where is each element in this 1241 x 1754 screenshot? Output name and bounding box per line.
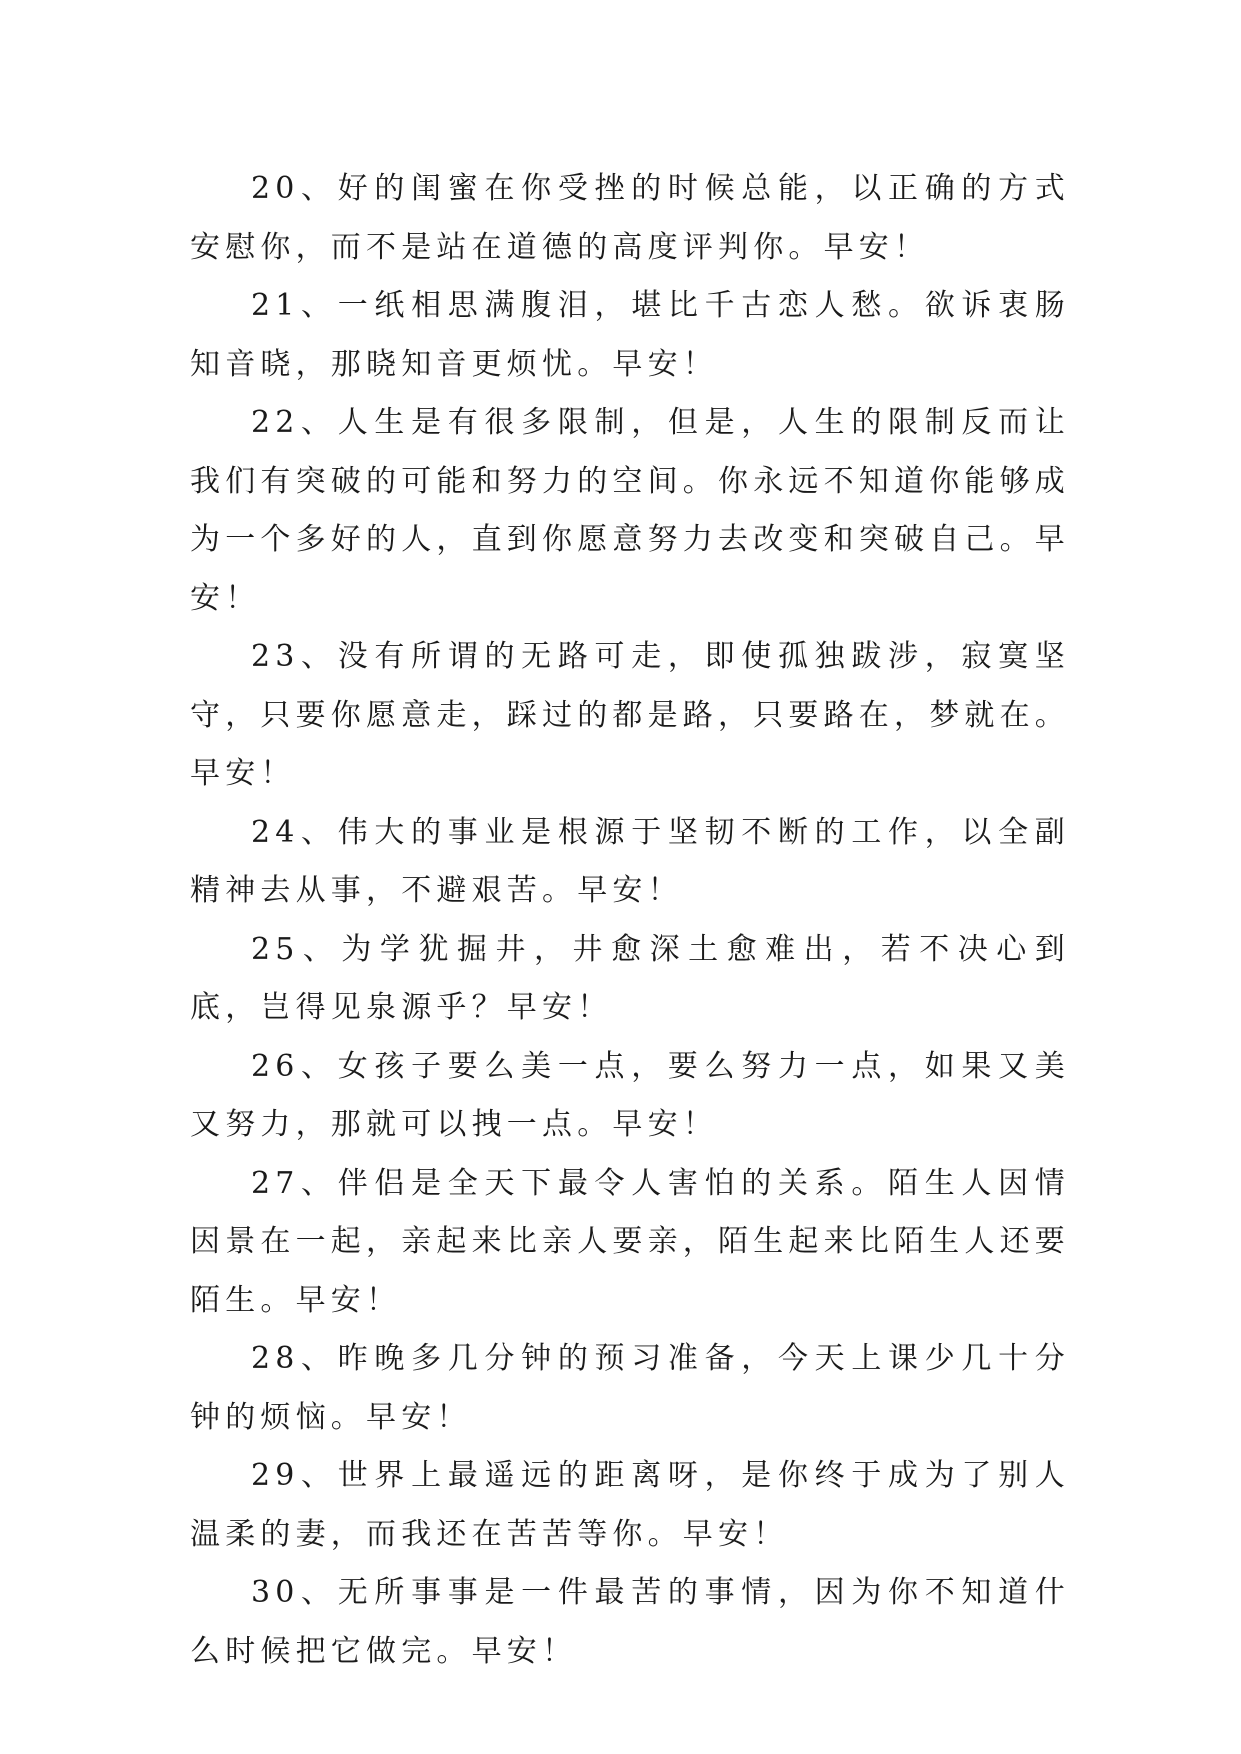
paragraph: 24、伟大的事业是根源于坚韧不断的工作，以全副精神去从事，不避艰苦。早安！ bbox=[190, 814, 1070, 908]
paragraph: 28、昨晚多几分钟的预习准备，今天上课少几十分钟的烦恼。早安！ bbox=[190, 1341, 1070, 1435]
paragraph: 25、为学犹掘井，井愈深土愈难出，若不决心到底，岂得见泉源乎？早安！ bbox=[190, 931, 1070, 1025]
paragraph: 20、好的闺蜜在你受挫的时候总能，以正确的方式安慰你，而不是站在道德的高度评判你。早安！ bbox=[190, 171, 1070, 265]
paragraph: 27、伴侣是全天下最令人害怕的关系。陌生人因情因景在一起，亲起来比亲人要亲，陌生起来比陌生人还要陌生。早安！ bbox=[190, 1165, 1070, 1318]
paragraph: 21、一纸相思满腹泪，堪比千古恋人愁。欲诉衷肠知音晓，那晓知音更烦忧。早安！ bbox=[190, 288, 1070, 382]
paragraph: 23、没有所谓的无路可走，即使孤独跋涉，寂寞坚守，只要你愿意走，踩过的都是路，只要路在，梦就在。早安！ bbox=[190, 639, 1070, 791]
paragraph: 22、人生是有很多限制，但是，人生的限制反而让我们有突破的可能和努力的空间。你永远不知道你能够成为一个多好的人，直到你愿意努力去改变和突破自己。早安！ bbox=[190, 405, 1070, 616]
document-body bbox=[190, 160, 1070, 1681]
paragraph: 30、无所事事是一件最苦的事情，因为你不知道什么时候把它做完。早安！ bbox=[190, 1575, 1070, 1669]
paragraph: 29、世界上最遥远的距离呀，是你终于成为了别人温柔的妻，而我还在苦苦等你。早安！ bbox=[190, 1458, 1070, 1552]
paragraph: 26、女孩子要么美一点，要么努力一点，如果又美又努力，那就可以拽一点。早安！ bbox=[190, 1048, 1070, 1142]
